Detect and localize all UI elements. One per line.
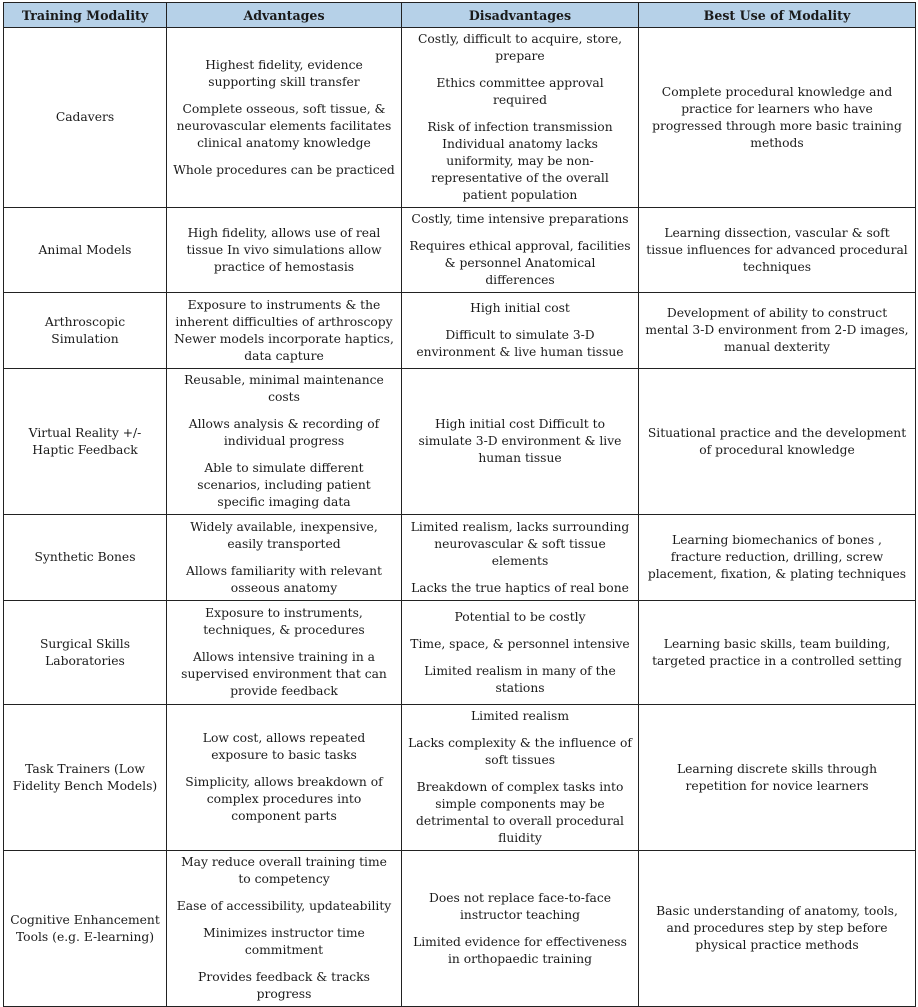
header-advantages: Advantages xyxy=(167,3,402,28)
advantages-cell xyxy=(167,601,402,705)
table-row xyxy=(4,369,916,515)
disadvantage-item: Difficult to simulate 3-D environment & live human tissue xyxy=(416,328,624,359)
modality-cell: Cadavers xyxy=(4,28,167,208)
disadvantage-item: Potential to be costly xyxy=(454,609,586,624)
disadvantage-item: Time, space, & personnel intensive xyxy=(410,636,630,651)
disadvantage-item: Lacks the true haptics of real bone xyxy=(411,580,629,595)
disadvantage-item: Does not replace face-to-face instructor teaching xyxy=(428,890,612,922)
modality-cell: Surgical Skills Laboratories xyxy=(4,601,167,705)
disadvantage-item: Lacks complexity & the influence of soft tissues xyxy=(408,736,632,767)
best-use-cell: Learning dissection, vascular & soft tissue influences for advanced procedural techniques xyxy=(639,208,916,293)
header-best-use: Best Use of Modality xyxy=(639,3,916,28)
disadvantage-item: Ethics committee approval required xyxy=(436,76,604,107)
disadvantage-item: Breakdown of complex tasks into simple components may be detrimental to overall procedural fluidity xyxy=(416,780,624,845)
disadvantage-item: Limited realism in many of the stations xyxy=(424,663,616,695)
table-row xyxy=(4,28,916,208)
table-row xyxy=(4,601,916,705)
best-use-cell: Basic understanding of anatomy, tools, and procedures step by step before physical practice methods xyxy=(639,851,916,1007)
header-modality: Training Modality xyxy=(4,3,167,28)
table-row xyxy=(4,208,916,293)
disadvantage-item: High initial cost Difficult to simulate 3-D environment & live human tissue xyxy=(418,417,622,465)
advantages-cell xyxy=(167,515,402,601)
disadvantage-item: Limited realism xyxy=(470,709,569,723)
advantage-item: Allows familiarity with relevant osseous anatomy xyxy=(186,563,382,595)
disadvantages-cell xyxy=(402,851,639,1007)
advantage-item: Able to simulate different scenarios, including patient specific imaging data xyxy=(197,461,371,509)
disadvantage-item: Risk of infection transmission Individual anatomy lacks uniformity, may be non-representative of the overall patient population xyxy=(427,120,613,202)
advantage-item: Allows analysis & recording of individual progress xyxy=(188,417,380,448)
table-body xyxy=(4,28,916,1007)
advantage-item: Complete osseous, soft tissue, & neurovascular elements facilitates clinical anatomy knowledge xyxy=(176,101,392,150)
disadvantages-cell xyxy=(402,515,639,601)
disadvantage-item: Costly, time intensive preparations xyxy=(411,212,629,226)
advantage-item: Ease of accessibility, updateability xyxy=(176,899,392,913)
disadvantage-item: Requires ethical approval, facilities & personnel Anatomical differences xyxy=(409,239,631,287)
best-use-cell: Complete procedural knowledge and practice for learners who have progressed through more basic training methods xyxy=(639,28,916,208)
advantage-item: Low cost, allows repeated exposure to basic tasks xyxy=(202,731,366,762)
advantage-item: Whole procedures can be practiced xyxy=(173,162,395,177)
modality-cell: Animal Models xyxy=(4,208,167,293)
best-use-cell: Learning discrete skills through repetition for novice learners xyxy=(639,705,916,851)
disadvantage-item: High initial cost xyxy=(470,301,570,315)
advantage-item: High fidelity, allows use of real tissue In vivo simulations allow practice of hemostasis xyxy=(186,225,382,274)
disadvantages-cell xyxy=(402,208,639,293)
advantage-item: Exposure to instruments & the inherent difficulties of arthroscopy Newer models incorporate haptics, data capture xyxy=(174,297,394,363)
advantage-item: Exposure to instruments, techniques, & procedures xyxy=(203,606,365,637)
advantage-item: Reusable, minimal maintenance costs xyxy=(184,373,384,404)
advantage-item: Allows intensive training in a supervised environment that can provide feedback xyxy=(181,650,387,698)
advantages-cell xyxy=(167,28,402,208)
disadvantage-item: Limited evidence for effectiveness in orthopaedic training xyxy=(413,934,627,966)
advantages-cell xyxy=(167,208,402,293)
header-disadvantages: Disadvantages xyxy=(402,3,639,28)
advantage-item: Highest fidelity, evidence supporting skill transfer xyxy=(205,57,363,89)
advantage-item: Minimizes instructor time commitment xyxy=(203,926,365,957)
disadvantages-cell xyxy=(402,705,639,851)
advantage-item: Provides feedback & tracks progress xyxy=(198,970,370,1001)
table-row xyxy=(4,293,916,369)
disadvantages-cell xyxy=(402,293,639,369)
modality-cell: Arthroscopic Simulation xyxy=(4,293,167,369)
advantage-item: Widely available, inexpensive, easily transported xyxy=(190,519,378,551)
modality-cell: Task Trainers (Low Fidelity Bench Models) xyxy=(4,705,167,851)
table-row xyxy=(4,515,916,601)
disadvantage-item: Limited realism, lacks surrounding neurovascular & soft tissue elements xyxy=(410,519,630,568)
training-modality-table xyxy=(3,2,916,1007)
disadvantages-cell xyxy=(402,601,639,705)
modality-cell: Cognitive Enhancement Tools (e.g. E-learning) xyxy=(4,851,167,1007)
advantages-cell xyxy=(167,851,402,1007)
table-row xyxy=(4,851,916,1007)
best-use-cell: Learning biomechanics of bones , fracture reduction, drilling, screw placement, fixation, & plating techniques xyxy=(639,515,916,601)
disadvantages-cell xyxy=(402,28,639,208)
modality-cell: Virtual Reality +/- Haptic Feedback xyxy=(4,369,167,515)
advantage-item: May reduce overall training time to competency xyxy=(181,855,387,886)
disadvantage-item: Costly, difficult to acquire, store, prepare xyxy=(417,32,623,63)
modality-cell: Synthetic Bones xyxy=(4,515,167,601)
best-use-cell: Situational practice and the development of procedural knowledge xyxy=(639,369,916,515)
best-use-cell: Learning basic skills, team building, targeted practice in a controlled setting xyxy=(639,601,916,705)
advantages-cell xyxy=(167,705,402,851)
disadvantages-cell xyxy=(402,369,639,515)
header-row xyxy=(4,3,916,28)
table-row xyxy=(4,705,916,851)
advantages-cell xyxy=(167,293,402,369)
best-use-cell: Development of ability to construct mental 3-D environment from 2-D images, manual dexterity xyxy=(639,293,916,369)
advantages-cell xyxy=(167,369,402,515)
advantage-item: Simplicity, allows breakdown of complex procedures into component parts xyxy=(185,775,383,823)
